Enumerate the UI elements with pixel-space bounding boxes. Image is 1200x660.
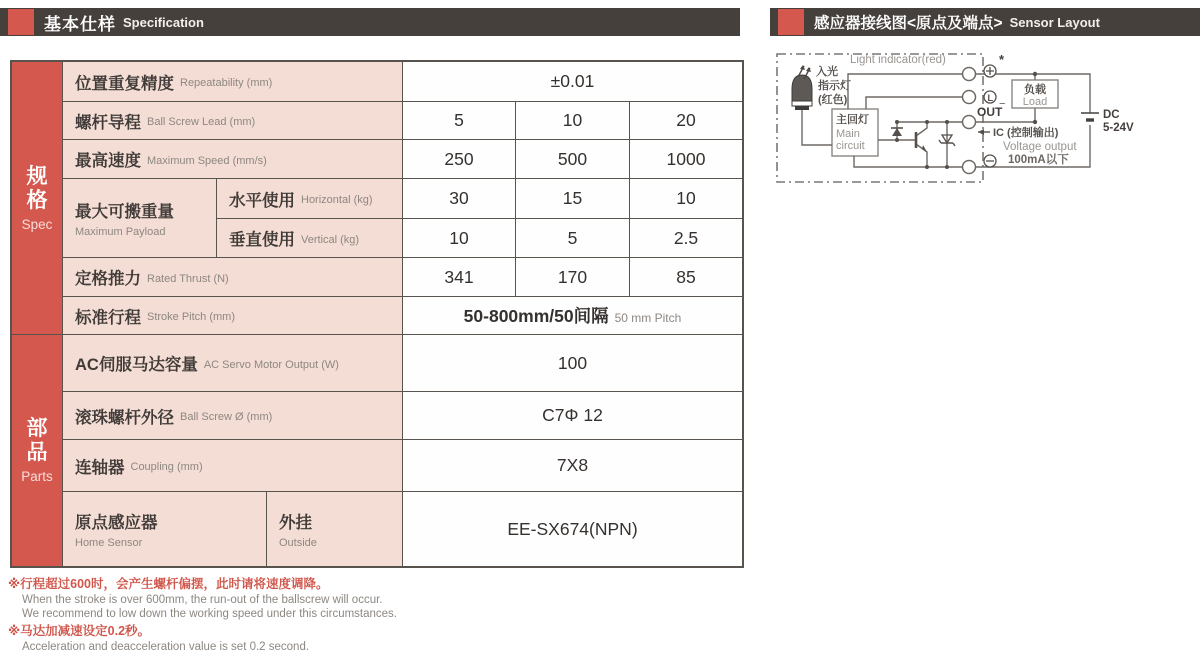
row-servo-label bbox=[63, 335, 402, 391]
red-square-icon bbox=[778, 9, 804, 35]
section-label-spec bbox=[12, 62, 62, 334]
main-circuit-en2: circuit bbox=[836, 140, 865, 152]
row-speed-label bbox=[63, 140, 402, 178]
value-screw-od: C7Φ 12 bbox=[403, 392, 742, 439]
row-payload-group-label bbox=[63, 179, 216, 257]
ic-label: IC (控制输出) bbox=[993, 127, 1059, 139]
value-lead-2: 10 bbox=[516, 102, 629, 139]
label-zh: AC伺服马达容量 bbox=[75, 356, 198, 374]
section-label-parts bbox=[12, 335, 62, 566]
row-home-sensor-sub-label bbox=[267, 492, 402, 566]
value-speed-1: 250 bbox=[403, 140, 515, 178]
spec-header-bar bbox=[0, 8, 740, 36]
footnote-2-zh: ※马达加减速设定0.2秒。 bbox=[8, 624, 151, 638]
value-lead-1: 5 bbox=[403, 102, 515, 139]
value-coupling: 7X8 bbox=[403, 440, 742, 491]
row-repeatability-label bbox=[63, 62, 402, 101]
voltage-output-label: Voltage output bbox=[1003, 141, 1077, 153]
row-thrust-label bbox=[63, 258, 402, 296]
label-en: Ball Screw Ø (mm) bbox=[180, 411, 273, 423]
light-terminal-minus: − bbox=[999, 98, 1006, 110]
footnote-1-zh: ※行程超过600时，会产生螺杆偏摆，此时请将速度调降。 bbox=[8, 577, 329, 591]
value-thrust-3: 85 bbox=[630, 258, 742, 296]
led-label-line3: (红色) bbox=[818, 94, 848, 106]
dc-label: DC bbox=[1103, 109, 1120, 121]
current-limit-label: 100mA以下 bbox=[1008, 154, 1069, 166]
label-en: Stroke Pitch (mm) bbox=[147, 311, 236, 323]
spec-header-title-zh: 基本仕样 bbox=[44, 14, 116, 34]
value-vertical-3: 2.5 bbox=[630, 219, 742, 257]
stroke-value-en: 50 mm Pitch bbox=[614, 310, 682, 325]
dc-range-label: 5-24V bbox=[1103, 122, 1134, 134]
value-vertical-2: 5 bbox=[516, 219, 629, 257]
main-circuit-zh: 主回灯 bbox=[836, 114, 869, 126]
label-zh: 连轴器 bbox=[75, 458, 125, 477]
value-home-sensor: EE-SX674(NPN) bbox=[403, 492, 742, 566]
spec-header-title-en: Specification bbox=[123, 14, 204, 30]
value-thrust-1: 341 bbox=[403, 258, 515, 296]
light-terminal-letter: L bbox=[987, 93, 993, 103]
value-horizontal-1: 30 bbox=[403, 179, 515, 218]
plus-terminal-icon bbox=[984, 65, 996, 77]
red-square-icon bbox=[8, 9, 34, 35]
label-en: AC Servo Motor Output (W) bbox=[203, 358, 339, 371]
label-zh: 垂直使用 bbox=[229, 231, 295, 249]
led-label-line1: 入光 bbox=[816, 66, 838, 78]
spec-char-1: 规 bbox=[26, 164, 48, 188]
load-zh: 负载 bbox=[1024, 84, 1046, 96]
label-en: Maximum Speed (mm/s) bbox=[147, 154, 267, 167]
value-repeatability: ±0.01 bbox=[403, 62, 742, 101]
footnote-2-en: Acceleration and deacceleration value is set 0.2 second. bbox=[22, 641, 310, 653]
led-indicator-icon bbox=[792, 65, 812, 110]
label-zh: 最高速度 bbox=[75, 152, 141, 170]
label-en: Coupling (mm) bbox=[130, 461, 203, 473]
spec-en: Spec bbox=[21, 216, 53, 232]
out-terminal-label: OUT bbox=[977, 105, 1003, 119]
label-zh: 位置重复精度 bbox=[75, 74, 174, 93]
spec-table bbox=[10, 60, 744, 568]
diode-icon bbox=[891, 128, 903, 136]
battery-icon bbox=[1081, 113, 1099, 120]
label-en: Maximum Payload bbox=[75, 226, 166, 238]
label-zh: 定格推力 bbox=[75, 270, 141, 288]
footnote-1-en1: When the stroke is over 600mm, the run-out of the ballscrew will occur. bbox=[22, 594, 383, 606]
row-horizontal-label bbox=[217, 179, 402, 218]
parts-en: Parts bbox=[21, 469, 53, 484]
row-vertical-label bbox=[217, 219, 402, 257]
parts-char-2: 品 bbox=[26, 441, 48, 464]
light-indicator-label: Light indicator(red) bbox=[850, 54, 946, 66]
label-en: Outside bbox=[279, 537, 317, 549]
value-stroke bbox=[403, 297, 742, 334]
label-zh: 外挂 bbox=[279, 514, 312, 532]
label-zh: 原点感应器 bbox=[75, 514, 158, 532]
footnotes bbox=[8, 577, 648, 654]
row-home-sensor-label bbox=[63, 492, 266, 566]
footnote-1-en2: We recommend to low down the working speed under this circumstances. bbox=[22, 608, 397, 620]
ic-arrow-icon bbox=[978, 129, 990, 135]
sensor-wiring-diagram bbox=[770, 45, 1200, 195]
sensor-layout-header-bar bbox=[770, 8, 1200, 36]
value-speed-2: 500 bbox=[516, 140, 629, 178]
label-zh: 滚珠螺杆外径 bbox=[75, 408, 174, 427]
main-circuit-en1: Main bbox=[836, 128, 860, 140]
label-en: Rated Thrust (N) bbox=[147, 272, 229, 285]
value-servo: 100 bbox=[403, 335, 742, 391]
label-en: Repeatability (mm) bbox=[180, 77, 273, 89]
parts-char-1: 部 bbox=[26, 417, 48, 440]
stroke-value-zh: 50-800mm/50间隔 bbox=[463, 306, 609, 326]
row-coupling-label bbox=[63, 440, 402, 491]
junction-dots bbox=[895, 120, 949, 169]
label-zh: 螺杆导程 bbox=[75, 113, 141, 132]
label-en: Vertical (kg) bbox=[301, 233, 360, 246]
value-vertical-1: 10 bbox=[403, 219, 515, 257]
sensor-header-title-en: Sensor Layout bbox=[1009, 14, 1100, 30]
label-zh: 最大可搬重量 bbox=[75, 203, 174, 221]
label-en: Ball Screw Lead (mm) bbox=[147, 116, 256, 128]
label-en: Horizontal (kg) bbox=[301, 194, 373, 206]
sensor-header-title-zh: 感应器接线图<原点及端点> bbox=[814, 15, 1003, 32]
star-mark: * bbox=[999, 52, 1005, 67]
spec-char-2: 格 bbox=[26, 188, 48, 212]
value-horizontal-3: 10 bbox=[630, 179, 742, 218]
value-thrust-2: 170 bbox=[516, 258, 629, 296]
minus-terminal-icon bbox=[984, 155, 996, 167]
value-horizontal-2: 15 bbox=[516, 179, 629, 218]
value-speed-3: 1000 bbox=[630, 140, 742, 178]
label-zh: 水平使用 bbox=[229, 191, 295, 210]
row-stroke-label bbox=[63, 297, 402, 334]
value-lead-3: 20 bbox=[630, 102, 742, 139]
row-screw-od-label bbox=[63, 392, 402, 439]
label-en: Home Sensor bbox=[75, 537, 143, 549]
load-en: Load bbox=[1022, 96, 1048, 108]
terminal-circles bbox=[963, 68, 976, 174]
led-label-line2: 指示灯 bbox=[818, 80, 851, 92]
row-lead-label bbox=[63, 102, 402, 139]
label-zh: 标准行程 bbox=[75, 308, 141, 327]
